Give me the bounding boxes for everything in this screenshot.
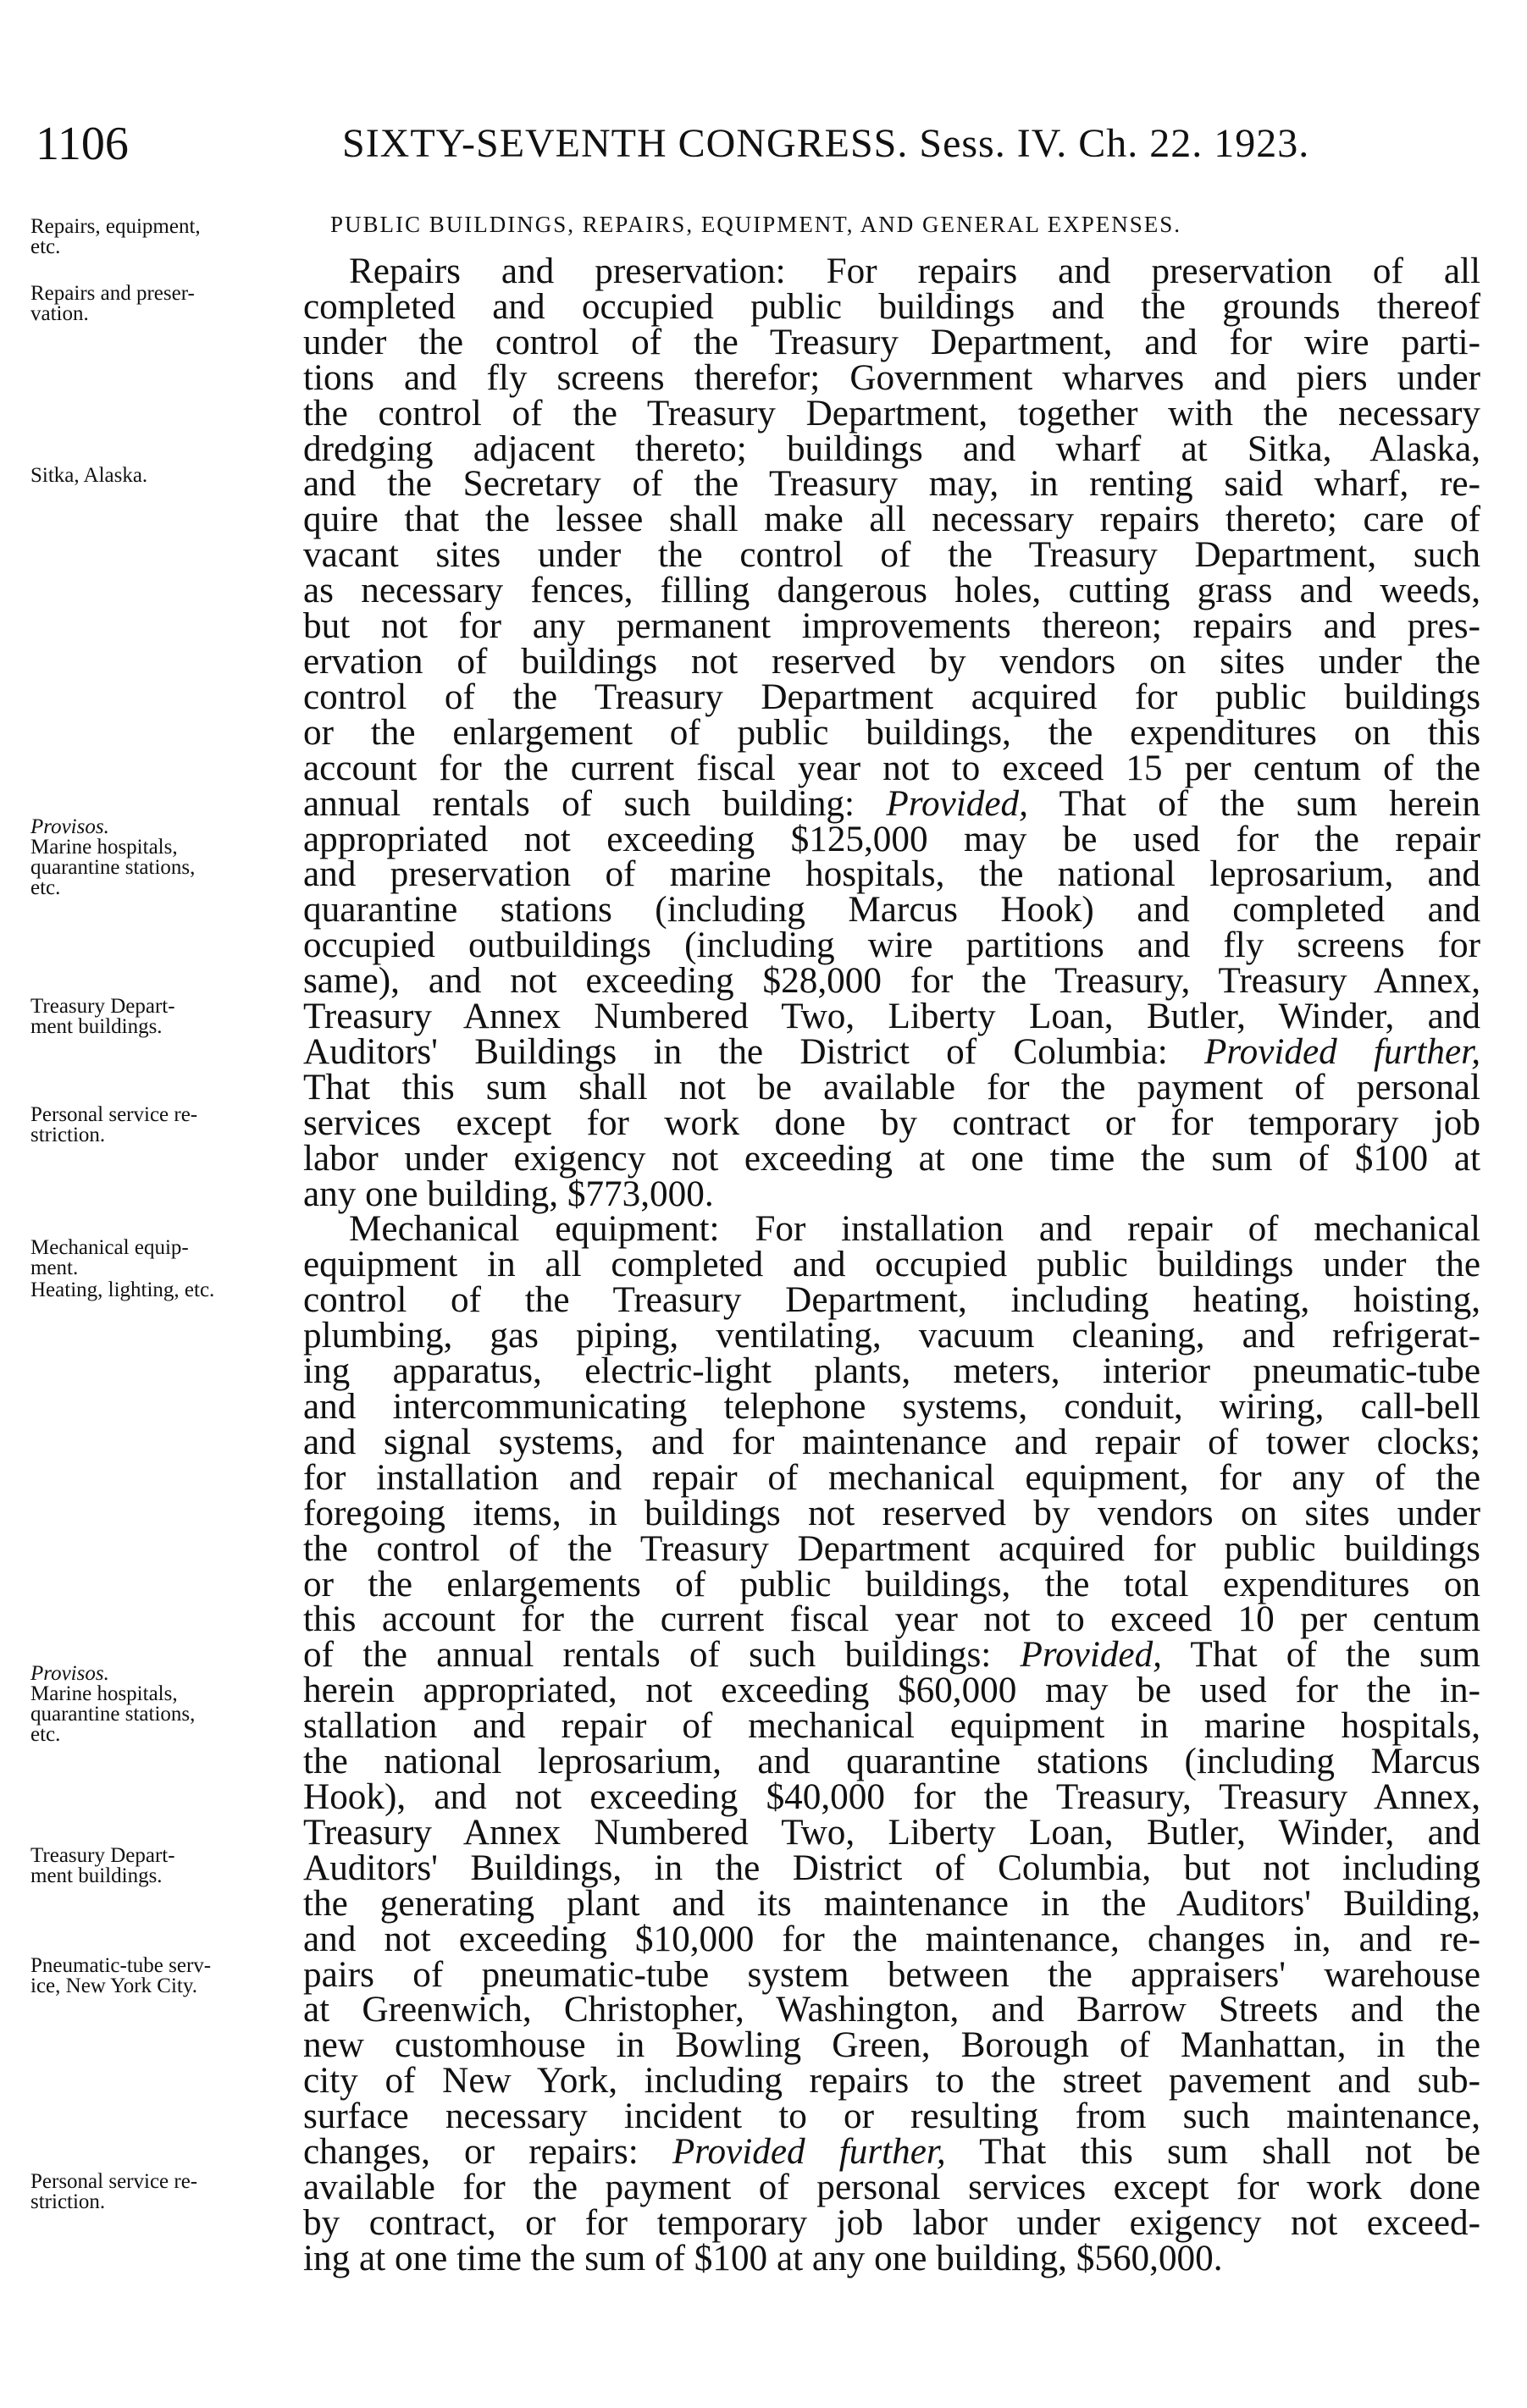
text-run: annual rentals of such building: (303, 783, 887, 824)
margin-note-line: ment buildings. (30, 1015, 163, 1038)
body-text (303, 251, 1480, 2278)
margin-note (30, 1280, 318, 1301)
text-line: and not exceeding $10,000 for the maintenance, changes in, and re- (303, 1919, 1480, 1959)
text-line: ervation of buildings not reserved by vendors on sites under the (303, 641, 1480, 682)
text-line: Treasury Annex Numbered Two, Liberty Loan, Butler, Winder, and (303, 997, 1480, 1037)
margin-note (30, 217, 318, 257)
text-line (303, 2132, 1480, 2173)
provisos-label: Provisos. (30, 815, 109, 838)
text-line: but not for any permanent improvements thereon; repairs and pres- (303, 606, 1480, 647)
text-line: or the enlargement of public buildings, the expenditures on this (303, 712, 1480, 753)
margin-note-line (30, 1664, 318, 1684)
text-line: same), and not exceeding $28,000 for the Treasury, Treasury Annex, (303, 961, 1480, 1002)
text-line: ing at one time the sum of $100 at any one building, $560,000. (303, 2238, 1223, 2278)
running-title: SIXTY-SEVENTH CONGRESS. Sess. IV. Ch. 22. 1923. (342, 121, 1310, 166)
text-line: quire that the lessee shall make all necessary repairs thereto; care of (303, 500, 1480, 540)
margin-note (30, 466, 318, 486)
margin-note-line: etc. (30, 876, 61, 899)
text-line: Mechanical equipment: For installation and repair of mechanical (349, 1209, 1480, 1250)
margin-note-line: vation. (30, 302, 89, 325)
margin-note (30, 1238, 318, 1279)
text-line: control of the Treasury Department acquired for public buildings (303, 677, 1480, 717)
provisos-label: Provisos. (30, 1662, 109, 1685)
margin-note-line: Marine hospitals, (30, 836, 178, 859)
text-line: herein appropriated, not exceeding $60,000 may be used for the in- (303, 1671, 1480, 1711)
margin-note (30, 817, 318, 898)
text-run: of the annual rentals of such buildings: (303, 1635, 1021, 1676)
margin-note-line (30, 817, 318, 837)
text-line: foregoing items, in buildings not reserved by vendors on sites under (303, 1493, 1480, 1533)
margin-note-line: Repairs and preser- (30, 282, 195, 305)
text-line: at Greenwich, Christopher, Washington, and Barrow Streets and the (303, 1990, 1480, 2030)
text-line: completed and occupied public buildings and the grounds thereof (303, 286, 1480, 327)
margin-note (30, 1956, 318, 1997)
margin-note-line: Treasury Depart- (30, 1844, 175, 1867)
margin-note (30, 1664, 318, 1745)
text-line: the control of the Treasury Department, together with the necessary (303, 393, 1480, 434)
margin-note-line: Sitka, Alaska. (30, 464, 148, 487)
text-line: equipment in all completed and occupied public buildings under the (303, 1245, 1480, 1285)
text-line: and the Secretary of the Treasury may, in renting said wharf, re- (303, 464, 1480, 505)
margin-note (30, 1105, 318, 1146)
margin-note-line: quarantine stations, (30, 856, 196, 879)
provided-term: Provided, (886, 783, 1028, 824)
text-line: occupied outbuildings (including wire partitions and fly screens for (303, 925, 1480, 966)
text-line: Hook), and not exceeding $40,000 for the Treasury, Treasury Annex, (303, 1776, 1480, 1817)
text-line: vacant sites under the control of the Treasury Department, such (303, 535, 1480, 576)
text-line (303, 1031, 1480, 1072)
margin-note-line: quarantine stations, (30, 1703, 196, 1726)
margin-note-line: Pneumatic-tube serv- (30, 1954, 212, 1977)
margin-note-line: Marine hospitals, (30, 1682, 178, 1705)
text-run: changes, or repairs: (303, 2132, 672, 2173)
text-line: stallation and repair of mechanical equipment in marine hospitals, (303, 1706, 1480, 1747)
text-line: account for the current fiscal year not to exceed 15 per centum of the (303, 748, 1480, 788)
text-line: tions and fly screens therefor; Government wharves and piers under (303, 357, 1480, 398)
margin-note-line: ice, New York City. (30, 1974, 197, 1997)
text-line: available for the payment of personal services except for work done (303, 2167, 1480, 2207)
provided-further-term: Provided further, (1204, 1031, 1480, 1072)
margin-note-line: Personal service re- (30, 1103, 198, 1126)
text-line: That this sum shall not be available for the payment of personal (303, 1067, 1480, 1107)
text-line: plumbing, gas piping, ventilating, vacuum cleaning, and refrigerat- (303, 1316, 1480, 1356)
text-line: or the enlargements of public buildings, the total expenditures on (303, 1564, 1480, 1604)
margin-note-line: ment. (30, 1256, 79, 1279)
text-line: by contract, or for temporary job labor under exigency not exceed- (303, 2202, 1480, 2243)
text-line: dredging adjacent thereto; buildings and wharf at Sitka, Alaska, (303, 428, 1480, 469)
margin-note-line: Treasury Depart- (30, 995, 175, 1018)
margin-note-line: etc. (30, 235, 61, 258)
text-line: as necessary fences, filling dangerous holes, cutting grass and weeds, (303, 571, 1480, 611)
text-line: city of New York, including repairs to the street pavement and sub- (303, 2061, 1480, 2101)
text-line (303, 783, 1480, 824)
text-run: Auditors' Buildings in the District of Columbia: (303, 1031, 1205, 1072)
text-line: for installation and repair of mechanical equipment, for any of the (303, 1457, 1480, 1498)
text-line: Treasury Annex Numbered Two, Liberty Loan, Butler, Winder, and (303, 1812, 1480, 1853)
text-line: new customhouse in Bowling Green, Borough of Manhattan, in the (303, 2025, 1480, 2066)
margin-note-line: Mechanical equip- (30, 1236, 189, 1259)
margin-note-line: striction. (30, 2190, 106, 2213)
margin-note (30, 2172, 318, 2212)
margin-note-line: ment buildings. (30, 1864, 163, 1887)
text-line: the generating plant and its maintenance in the Auditors' Building, (303, 1883, 1480, 1924)
text-run: That this sum shall not be (945, 2132, 1480, 2173)
text-line: pairs of pneumatic-tube system between the appraisers' warehouse (303, 1954, 1480, 1995)
page-header (36, 117, 1492, 185)
text-line: surface necessary incident to or resulting from such maintenance, (303, 2096, 1480, 2137)
text-line: appropriated not exceeding $125,000 may be used for the repair (303, 819, 1480, 859)
text-line: labor under exigency not exceeding at one time the sum of $100 at (303, 1138, 1480, 1179)
margin-note-line: Repairs, equipment, (30, 215, 201, 238)
text-line (303, 1635, 1480, 1676)
text-line: control of the Treasury Department, including heating, hoisting, (303, 1280, 1480, 1321)
text-line: and intercommunicating telephone systems, conduit, wiring, call-bell (303, 1387, 1480, 1427)
text-line: Repairs and preservation: For repairs and preservation of all (349, 251, 1480, 291)
text-line: under the control of the Treasury Department, and for wire parti- (303, 322, 1480, 362)
margin-note (30, 284, 318, 324)
margin-note-line: Personal service re- (30, 2170, 198, 2193)
margin-note (30, 997, 318, 1037)
margin-note-line: Heating, lighting, etc. (30, 1279, 215, 1301)
text-line: the national leprosarium, and quarantine stations (including Marcus (303, 1742, 1480, 1782)
margin-note-line: etc. (30, 1723, 61, 1746)
text-run: That of the sum herein (1027, 783, 1480, 824)
provided-term: Provided, (1020, 1635, 1162, 1676)
text-line: ing apparatus, electric-light plants, meters, interior pneumatic-tube (303, 1351, 1480, 1392)
text-line: this account for the current fiscal year not to exceed 10 per centum (303, 1599, 1480, 1640)
text-line: services except for work done by contract or for temporary job (303, 1102, 1480, 1143)
text-line: any one building, $773,000. (303, 1174, 714, 1214)
text-line: quarantine stations (including Marcus Hook) and completed and (303, 890, 1480, 931)
section-heading: PUBLIC BUILDINGS, REPAIRS, EQUIPMENT, AND GENERAL EXPENSES. (330, 212, 1182, 237)
text-line: Auditors' Buildings, in the District of Columbia, but not including (303, 1847, 1480, 1888)
text-run: That of the sum (1161, 1635, 1480, 1676)
margin-note-line: striction. (30, 1124, 106, 1146)
text-line: and preservation of marine hospitals, the national leprosarium, and (303, 854, 1480, 895)
text-line: and signal systems, and for maintenance and repair of tower clocks; (303, 1422, 1480, 1462)
margin-note (30, 1846, 318, 1886)
provided-further-term: Provided further, (672, 2132, 946, 2173)
page-number: 1106 (36, 118, 129, 170)
text-line: the control of the Treasury Department acquired for public buildings (303, 1528, 1480, 1569)
